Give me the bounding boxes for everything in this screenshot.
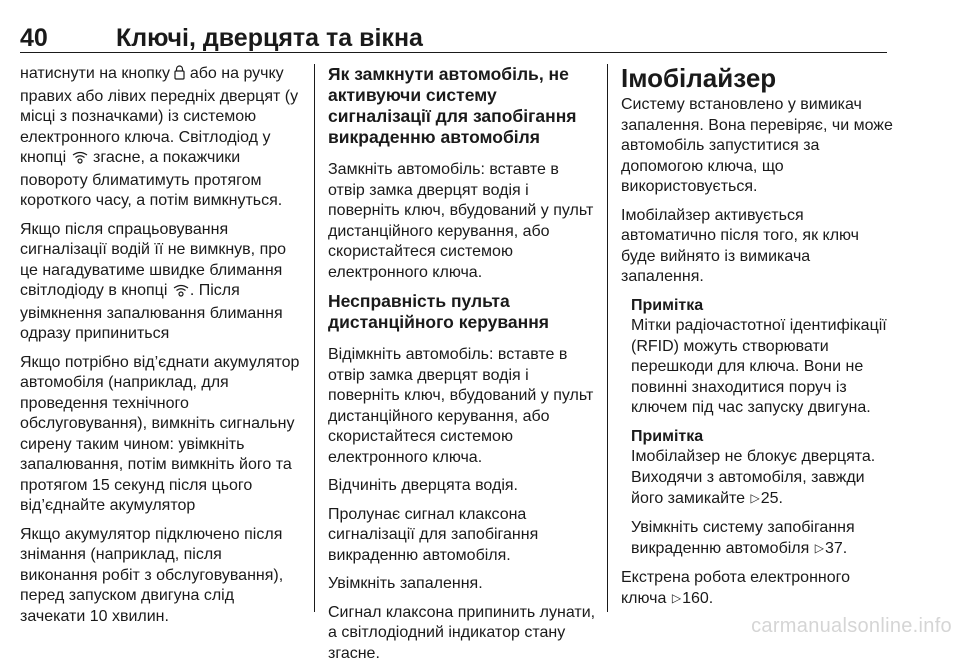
page-header [20, 24, 887, 52]
note-text: Мітки радіочастотної ідентифікації (RFID) можуть створювати перешкоди для ключа. Вони не повинні знаходитися поруч із ключем під час запуску двигуна. [631, 317, 887, 416]
column-divider [314, 64, 315, 612]
note-text: Імобілайзер не блокує дверцята. Виходячи з автомобіля, завжди його замикайте ▷25. [631, 448, 876, 507]
page-ref-arrow-icon: ▷ [750, 491, 760, 505]
page-reference-link[interactable]: 160. [682, 590, 714, 607]
paragraph: Увімкніть запалення. [328, 575, 483, 592]
watermark: carmanualsonline.info [751, 615, 952, 637]
paragraph: Імобілайзер активується автоматично після того, як ключ буде вийнято із вимикача запалення. [621, 206, 860, 285]
section-heading: Несправність пульта дистанційного керування [328, 291, 550, 332]
paragraph: Якщо потрібно від’єднати акумулятор автомобіля (наприклад, для проведення технічного обслуговування), вимкніть сигнальну сирену таким чином: увімкніть запалювання, потім вимкніть його та протягом 15 секунд після цього від’єднайте акумулятор [20, 353, 300, 514]
paragraph: Якщо акумулятор підключено після знімання (наприклад, після виконання робіт з обслуговування), перед запуском двигуна слід зачекати 10 хвилин. [20, 525, 284, 625]
page-reference-link[interactable]: 25. [760, 490, 783, 507]
page-ref-arrow-icon: ▷ [814, 541, 824, 555]
column-divider [607, 64, 608, 612]
page-reference-link[interactable]: 37. [824, 540, 848, 557]
column-middle [328, 64, 596, 672]
paragraph: Пролунає сигнал клаксона сигналізації для запобігання викраденню автомобіля. [328, 505, 539, 564]
note-block [631, 427, 893, 560]
padlock-icon [174, 65, 185, 87]
alarm-led-icon [71, 150, 89, 171]
paragraph: Відімкніть автомобіль: вставте в отвір замка дверцят водія і поверніть ключ, вбудований у пульт дистанційного керування, або скористайтеся системою електронного ключа. [328, 346, 594, 466]
paragraph: Сигнал клаксона припинить лунати, а світлодіодний індикатор стану згасне. [328, 603, 596, 662]
column-left [20, 64, 300, 635]
paragraph: Систему встановлено у вимикач запалення. Вона перевіряє, чи може автомобіль запуститися за допомогою ключа, що використовується. [621, 96, 893, 195]
paragraph: Якщо після спрацьовування сигналізації водій її не вимкнув, про це нагадуватиме швидке блимання світлодіоду в кнопці . Після увімкнення запалювання блимання одразу припиниться [20, 220, 287, 342]
note-block [631, 296, 893, 419]
paragraph: Відчиніть дверцята водія. [328, 477, 518, 494]
page-number: 40 [20, 24, 48, 52]
paragraph: Замкніть автомобіль: вставте в отвір замка дверцят водія і поверніть ключ, вбудований у пульт дистанційного керування, або скористайтеся системою електронного ключа. [328, 161, 594, 281]
section-title: Імобілайзер [621, 63, 777, 93]
section-heading: Як замкнути автомобіль, не активуючи систему сигналізації для запобігання викраденню автомобіля [328, 64, 577, 147]
page-ref-arrow-icon: ▷ [671, 591, 682, 605]
paragraph: натиснути на кнопку або на ручку правих або лівих передніх дверцят (у місці з позначками) із системою електронного ключа. Світлодіод у кнопці згасне, а покажчики повороту блиматимуть протягом короткого часу, а потім вимкнуться. [20, 65, 299, 209]
paragraph: Екстрена робота електронного ключа ▷160. [621, 568, 851, 607]
alarm-led-icon [172, 283, 190, 304]
header-rule [20, 52, 887, 53]
note-label: Примітка [631, 296, 704, 314]
column-right [621, 64, 893, 618]
note-label: Примітка [631, 427, 704, 445]
note-text: Увімкніть систему запобігання викраденню автомобіля ▷37. [631, 518, 855, 557]
page-title: Ключі, дверцята та вікна [116, 24, 423, 52]
